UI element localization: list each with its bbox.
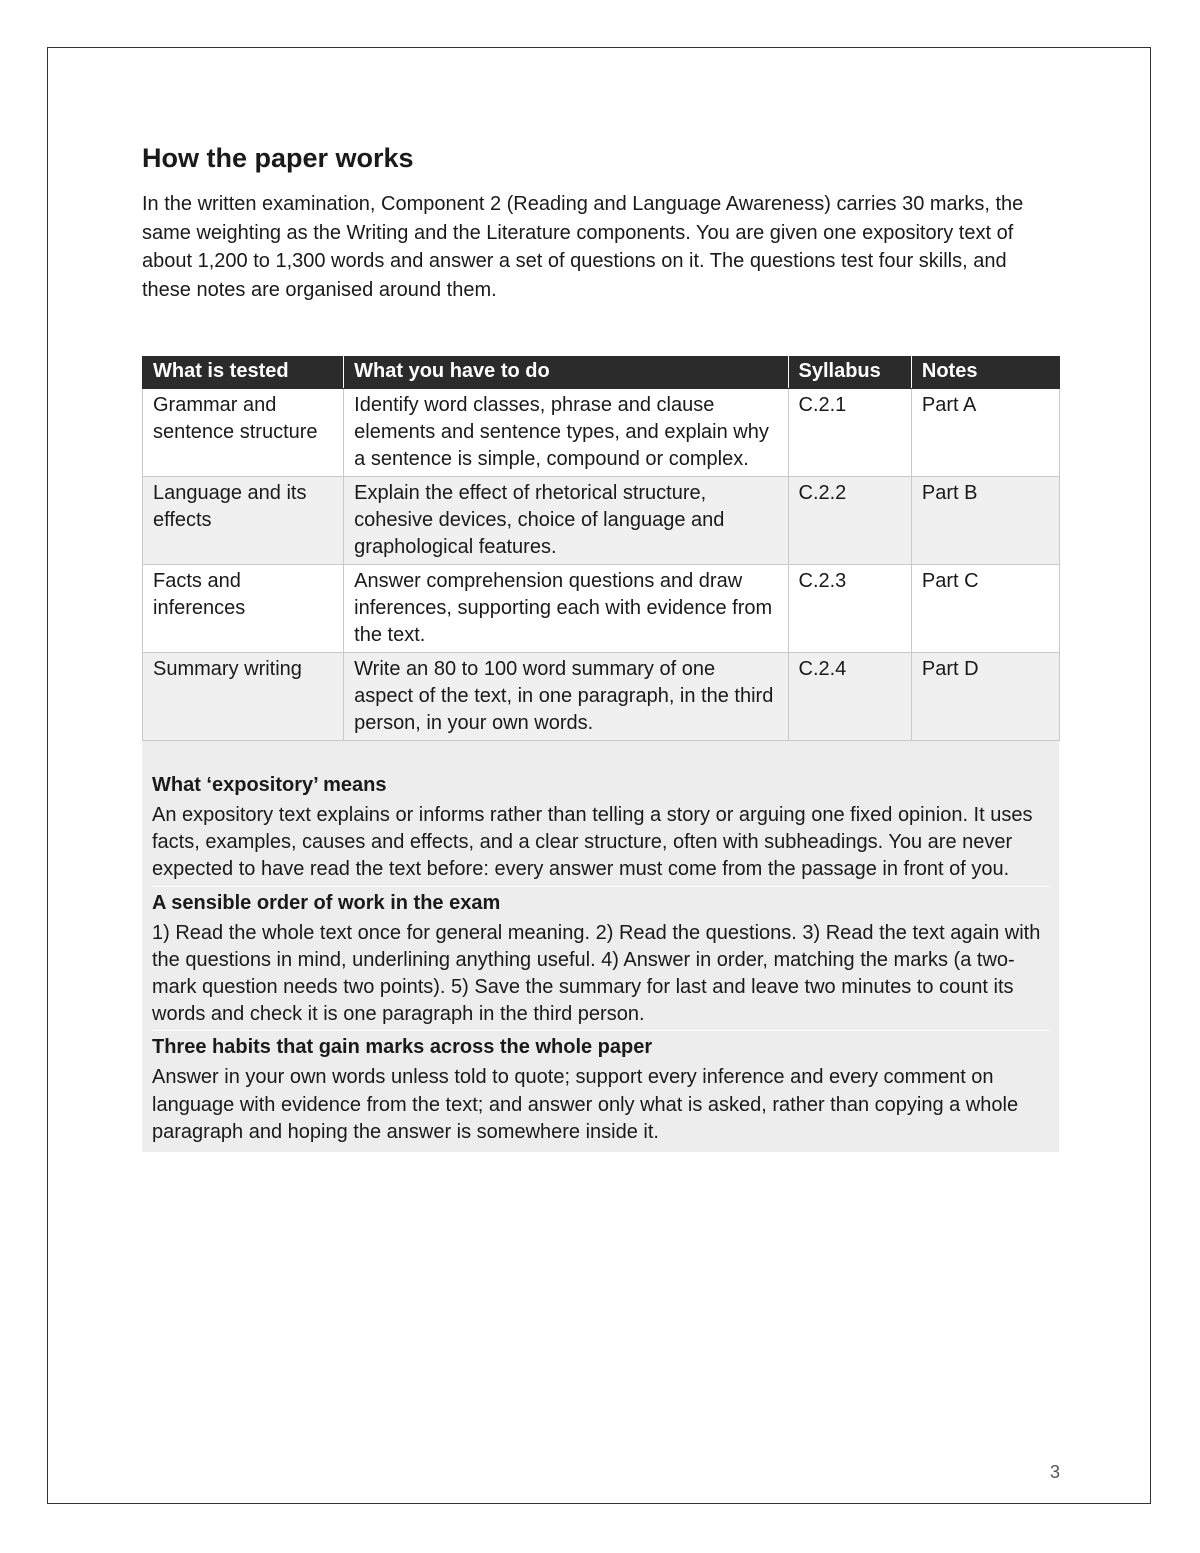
table-row xyxy=(143,389,1060,477)
skills-table xyxy=(142,356,1060,741)
page-number: 3 xyxy=(1049,1462,1060,1482)
note-body: Answer in your own words unless told to quote; support every inference and every comment on language with evidence from the text; and answer only what is asked, rather than copying a whole paragraph and hoping the answer is somewhere inside it. xyxy=(152,1066,1019,1143)
cell-syllabus: C.2.2 xyxy=(788,477,911,565)
notes-box xyxy=(142,741,1059,1152)
cell-syllabus: C.2.3 xyxy=(788,565,911,653)
note-title: Three habits that gain marks across the whole paper xyxy=(152,1036,653,1059)
page-content xyxy=(142,140,1059,1152)
header-syllabus: Syllabus xyxy=(788,357,911,389)
cell-tested: Facts and inferences xyxy=(143,565,344,653)
note-expository xyxy=(152,771,1049,886)
cell-syllabus: C.2.4 xyxy=(788,653,911,741)
cell-todo: Write an 80 to 100 word summary of one aspect of the text, in one paragraph, in the third person, in your own words. xyxy=(344,653,788,741)
cell-todo: Answer comprehension questions and draw inferences, supporting each with evidence from the text. xyxy=(344,565,788,653)
header-what-you-have-to-do: What you have to do xyxy=(344,357,788,389)
intro-paragraph: In the written examination, Component 2 (Reading and Language Awareness) carries 30 marks, the same weighting as the Writing and the Literature components. You are given one expository text of about 1,200 to 1,300 words and answer a set of questions on it. The questions test four skills, and these notes are organised around them. xyxy=(142,193,1024,301)
cell-notes: Part B xyxy=(911,477,1059,565)
table-row xyxy=(143,653,1060,741)
note-body: 1) Read the whole text once for general meaning. 2) Read the questions. 3) Read the text again with the questions in mind, underlining anything useful. 4) Answer in order, matching the marks (a two-mark question needs two points). 5) Save the summary for last and leave two minutes to count its words and check it is one paragraph in the third person. xyxy=(152,921,1041,1026)
cell-notes: Part A xyxy=(911,389,1059,477)
cell-tested: Summary writing xyxy=(143,653,344,741)
cell-todo: Identify word classes, phrase and clause elements and sentence types, and explain why a sentence is simple, compound or complex. xyxy=(344,389,788,477)
cell-tested: Grammar and sentence structure xyxy=(143,389,344,477)
note-title: What ‘expository’ means xyxy=(152,774,387,796)
cell-syllabus: C.2.1 xyxy=(788,389,911,477)
note-three-habits xyxy=(152,1030,1049,1148)
table-row xyxy=(143,477,1060,565)
table-header-row xyxy=(143,357,1060,389)
cell-todo: Explain the effect of rhetorical structure, cohesive devices, choice of language and graphological features. xyxy=(344,477,788,565)
note-body: An expository text explains or informs rather than telling a story or arguing one fixed opinion. It uses facts, examples, causes and effects, and a clear structure, often with subheadings. You are never expected to have read the text before: every answer must come from the passage in front of you. xyxy=(152,804,1033,881)
cell-notes: Part C xyxy=(911,565,1059,653)
note-title: A sensible order of work in the exam xyxy=(152,891,501,914)
cell-notes: Part D xyxy=(911,653,1059,741)
note-order-of-work xyxy=(152,886,1049,1031)
page-title: How the paper works xyxy=(142,143,414,173)
cell-tested: Language and its effects xyxy=(143,477,344,565)
table-row xyxy=(143,565,1060,653)
header-notes: Notes xyxy=(911,357,1059,389)
header-what-is-tested: What is tested xyxy=(143,357,344,389)
